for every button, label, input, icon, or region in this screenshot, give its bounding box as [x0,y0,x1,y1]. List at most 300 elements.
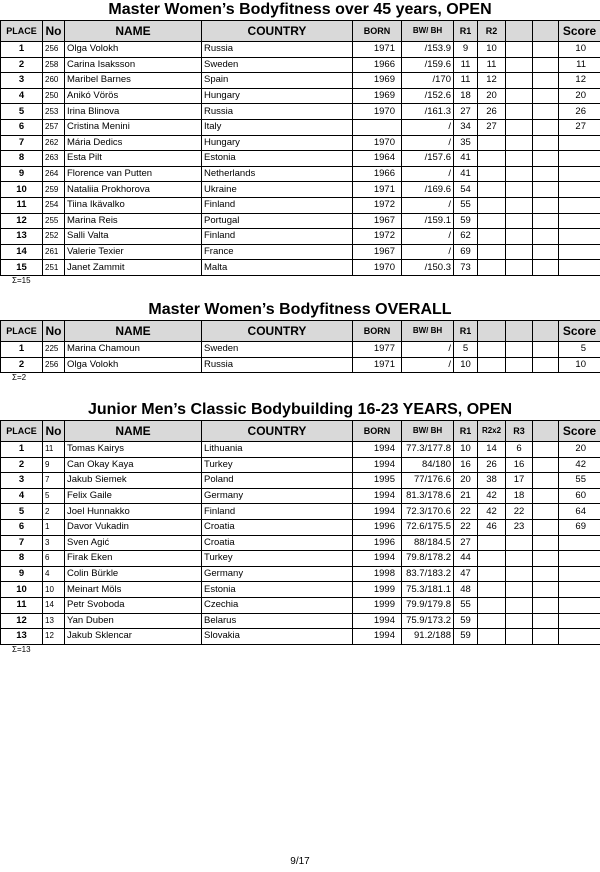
col-empty [506,21,533,42]
cell-born: 1970 [353,104,402,120]
cell-r2x2 [478,582,506,598]
cell-name: Meinart Möls [65,582,202,598]
cell-born: 1977 [353,342,402,358]
cell-country: Poland [202,473,353,489]
cell-name: Salli Valta [65,229,202,245]
cell-r1: 47 [454,566,478,582]
cell-country: Estonia [202,151,353,167]
cell-empty [506,57,533,73]
cell-country: Estonia [202,582,353,598]
cell-country: Finland [202,197,353,213]
cell-empty [533,135,559,151]
cell-born: 1967 [353,244,402,260]
cell-name: Tiina Ikävalko [65,197,202,213]
table-row [1,119,600,135]
cell-place: 7 [1,135,43,151]
cell-born: 1970 [353,260,402,276]
cell-empty [533,357,559,373]
cell-country: Finland [202,504,353,520]
col-bw: BW/ BH [402,421,454,442]
participant-count: Σ=2 [12,373,27,383]
cell-place: 2 [1,57,43,73]
cell-country: Ukraine [202,182,353,198]
cell-r3 [506,535,533,551]
cell-score [559,197,600,213]
cell-no: 9 [43,457,65,473]
table-row [1,457,600,473]
cell-name: Mária Dedics [65,135,202,151]
cell-no: 262 [43,135,65,151]
col-country: COUNTRY [202,21,353,42]
cell-name: Jakub Sklencar [65,629,202,645]
cell-empty [533,42,559,58]
cell-empty [478,342,506,358]
table-row [1,342,600,358]
participant-count: Σ=13 [12,644,31,654]
cell-bw: 72.6/175.5 [402,519,454,535]
cell-born: 1999 [353,582,402,598]
cell-country: Russia [202,104,353,120]
col-r1: R1 [454,21,478,42]
cell-bw: 75.3/181.1 [402,582,454,598]
cell-place: 11 [1,597,43,613]
cell-place: 8 [1,551,43,567]
col-r2: R2 [478,21,506,42]
section-title: Master Women’s Bodyfitness OVERALL [148,301,452,318]
cell-score: 10 [559,42,600,58]
cell-score [559,582,600,598]
cell-name: Irina Blinova [65,104,202,120]
cell-r2 [478,197,506,213]
cell-name: Marina Reis [65,213,202,229]
col-bw: BW/ BH [402,21,454,42]
cell-empty [533,104,559,120]
cell-born: 1971 [353,42,402,58]
table-row [1,57,600,73]
col-no: No [43,421,65,442]
section-junior-men-classic [0,400,600,655]
cell-bw: / [402,229,454,245]
cell-bw: 77/176.6 [402,473,454,489]
cell-r1: 44 [454,551,478,567]
cell-r2x2: 46 [478,519,506,535]
table-row [1,229,600,245]
cell-r2x2 [478,597,506,613]
cell-no: 5 [43,488,65,504]
cell-r2 [478,229,506,245]
cell-born: 1995 [353,473,402,489]
cell-country: Croatia [202,519,353,535]
cell-score: 20 [559,88,600,104]
cell-country: Russia [202,357,353,373]
cell-place: 3 [1,473,43,489]
cell-born: 1971 [353,182,402,198]
cell-place: 5 [1,104,43,120]
cell-score [559,260,600,276]
cell-place: 7 [1,535,43,551]
cell-place: 10 [1,582,43,598]
cell-empty [533,151,559,167]
cell-place: 5 [1,504,43,520]
cell-empty [506,166,533,182]
cell-r3: 6 [506,442,533,458]
cell-born: 1966 [353,166,402,182]
table-row [1,519,600,535]
cell-name: Florence van Putten [65,166,202,182]
table-row [1,197,600,213]
cell-bw: 88/184.5 [402,535,454,551]
cell-bw: 79.8/178.2 [402,551,454,567]
cell-r2x2: 38 [478,473,506,489]
cell-empty [506,135,533,151]
cell-country: Germany [202,566,353,582]
cell-bw: /169.6 [402,182,454,198]
col-no: No [43,321,65,342]
cell-bw: / [402,357,454,373]
cell-r3: 23 [506,519,533,535]
cell-name: Colin Bürkle [65,566,202,582]
cell-empty [533,457,559,473]
cell-bw: / [402,197,454,213]
cell-r1: 11 [454,57,478,73]
cell-name: Carina Isaksson [65,57,202,73]
col-country: COUNTRY [202,321,353,342]
cell-score: 26 [559,104,600,120]
cell-place: 13 [1,629,43,645]
cell-empty [533,73,559,89]
cell-born [353,119,402,135]
cell-r2x2: 42 [478,504,506,520]
cell-place: 4 [1,488,43,504]
table-row [1,582,600,598]
cell-r2x2: 26 [478,457,506,473]
cell-place: 6 [1,119,43,135]
cell-name: Anikó Vörös [65,88,202,104]
cell-empty [533,582,559,598]
cell-empty [506,104,533,120]
cell-country: Lithuania [202,442,353,458]
cell-place: 9 [1,566,43,582]
table-row [1,166,600,182]
cell-born: 1994 [353,551,402,567]
cell-place: 10 [1,182,43,198]
cell-place: 13 [1,229,43,245]
col-r1: R1 [454,321,478,342]
cell-no: 7 [43,473,65,489]
cell-bw: 75.9/173.2 [402,613,454,629]
cell-score [559,566,600,582]
cell-score: 55 [559,473,600,489]
cell-country: Malta [202,260,353,276]
cell-born: 1994 [353,457,402,473]
cell-country: Turkey [202,551,353,567]
cell-r3: 22 [506,504,533,520]
cell-no: 2 [43,504,65,520]
cell-r2: 11 [478,57,506,73]
cell-bw: / [402,244,454,260]
cell-country: Slovakia [202,629,353,645]
cell-country: Sweden [202,342,353,358]
col-born: BORN [353,421,402,442]
cell-score [559,182,600,198]
cell-born: 1996 [353,535,402,551]
cell-r1: 62 [454,229,478,245]
cell-empty [506,88,533,104]
cell-name: Yan Duben [65,613,202,629]
cell-empty [533,244,559,260]
cell-bw: /152.6 [402,88,454,104]
table-row [1,613,600,629]
cell-r2 [478,260,506,276]
cell-name: Maribel Barnes [65,73,202,89]
table-row [1,73,600,89]
cell-no: 4 [43,566,65,582]
cell-r3 [506,566,533,582]
cell-r1: 9 [454,42,478,58]
section-master-women-overall [0,300,600,383]
table-header-row [1,21,600,42]
cell-name: Valerie Texier [65,244,202,260]
cell-no: 261 [43,244,65,260]
table-row [1,597,600,613]
cell-place: 12 [1,213,43,229]
cell-r1: 69 [454,244,478,260]
cell-empty [506,260,533,276]
cell-place: 11 [1,197,43,213]
cell-no: 3 [43,535,65,551]
cell-born: 1964 [353,151,402,167]
cell-r2x2 [478,629,506,645]
table-row [1,629,600,645]
cell-r3: 16 [506,457,533,473]
cell-bw: / [402,119,454,135]
cell-r2: 12 [478,73,506,89]
cell-r2: 26 [478,104,506,120]
cell-place: 6 [1,519,43,535]
cell-no: 258 [43,57,65,73]
participant-count: Σ=15 [12,275,31,285]
cell-score: 11 [559,57,600,73]
cell-r2 [478,244,506,260]
table-row [1,488,600,504]
cell-born: 1970 [353,135,402,151]
cell-empty [506,182,533,198]
cell-born: 1969 [353,73,402,89]
cell-no: 263 [43,151,65,167]
table-row [1,504,600,520]
section-title: Junior Men’s Classic Bodybuilding 16-23 YEARS, OPEN [87,401,513,418]
cell-score [559,597,600,613]
cell-empty [533,535,559,551]
col-country: COUNTRY [202,421,353,442]
table-row [1,442,600,458]
cell-bw: 79.9/179.8 [402,597,454,613]
cell-no: 12 [43,629,65,645]
cell-r3 [506,551,533,567]
cell-r3 [506,629,533,645]
cell-r3 [506,613,533,629]
cell-score: 5 [559,342,600,358]
cell-name: Nataliia Prokhorova [65,182,202,198]
cell-bw: /170 [402,73,454,89]
cell-no: 11 [43,442,65,458]
cell-no: 10 [43,582,65,598]
col-no: No [43,21,65,42]
cell-bw: /153.9 [402,42,454,58]
cell-born: 1994 [353,504,402,520]
cell-r1: 27 [454,104,478,120]
cell-born: 1972 [353,229,402,245]
cell-no: 256 [43,42,65,58]
cell-bw: 72.3/170.6 [402,504,454,520]
cell-r2x2 [478,613,506,629]
cell-born: 1998 [353,566,402,582]
cell-country: Germany [202,488,353,504]
table-header-row [1,421,600,442]
cell-name: Felix Gaile [65,488,202,504]
cell-r1: 35 [454,135,478,151]
cell-r2x2: 42 [478,488,506,504]
cell-bw: / [402,166,454,182]
cell-r3 [506,597,533,613]
cell-score [559,535,600,551]
cell-name: Joel Hunnakko [65,504,202,520]
table-row [1,535,600,551]
cell-place: 9 [1,166,43,182]
cell-country: Netherlands [202,166,353,182]
section-master-women-45 [0,0,600,286]
col-empty [506,321,533,342]
cell-empty [533,197,559,213]
cell-born: 1969 [353,88,402,104]
cell-empty [533,166,559,182]
cell-country: Sweden [202,57,353,73]
table-row [1,42,600,58]
cell-no: 225 [43,342,65,358]
cell-name: Firak Eken [65,551,202,567]
cell-r1: 22 [454,504,478,520]
table-row [1,88,600,104]
cell-r1: 41 [454,166,478,182]
cell-empty [506,73,533,89]
cell-bw: /159.1 [402,213,454,229]
table-row [1,260,600,276]
cell-name: Janet Zammit [65,260,202,276]
col-score: Score [559,21,600,42]
col-score: Score [559,321,600,342]
col-r3: R3 [506,421,533,442]
cell-empty [533,504,559,520]
cell-r1: 10 [454,357,478,373]
cell-r1: 41 [454,151,478,167]
page-number: 9/17 [290,856,310,867]
col-place: PLACE [1,321,43,342]
col-name: NAME [65,21,202,42]
cell-place: 15 [1,260,43,276]
cell-name: Tomas Kairys [65,442,202,458]
cell-r3 [506,582,533,598]
cell-r2 [478,135,506,151]
cell-country: Russia [202,42,353,58]
cell-empty [506,119,533,135]
results-table [0,420,600,645]
cell-r1: 59 [454,213,478,229]
cell-country: Portugal [202,213,353,229]
cell-name: Davor Vukadin [65,519,202,535]
cell-r1: 22 [454,519,478,535]
cell-score [559,213,600,229]
cell-place: 8 [1,151,43,167]
cell-r2x2 [478,535,506,551]
cell-r1: 34 [454,119,478,135]
cell-r1: 55 [454,197,478,213]
cell-r1: 20 [454,473,478,489]
cell-born: 1994 [353,613,402,629]
cell-no: 259 [43,182,65,198]
cell-place: 1 [1,342,43,358]
cell-score: 64 [559,504,600,520]
cell-score [559,551,600,567]
cell-name: Esta Pilt [65,151,202,167]
cell-r2x2 [478,566,506,582]
cell-bw: / [402,342,454,358]
cell-no: 255 [43,213,65,229]
cell-place: 1 [1,42,43,58]
cell-empty [506,357,533,373]
cell-empty [533,57,559,73]
cell-born: 1972 [353,197,402,213]
cell-no: 1 [43,519,65,535]
cell-name: Marina Chamoun [65,342,202,358]
cell-empty [506,197,533,213]
col-empty [533,421,559,442]
col-empty [478,321,506,342]
cell-no: 251 [43,260,65,276]
cell-empty [478,357,506,373]
cell-r1: 5 [454,342,478,358]
cell-r2: 27 [478,119,506,135]
cell-r2 [478,182,506,198]
table-row [1,551,600,567]
table-row [1,357,600,373]
cell-name: Can Okay Kaya [65,457,202,473]
cell-empty [533,473,559,489]
cell-score: 60 [559,488,600,504]
results-table [0,320,600,373]
cell-score [559,244,600,260]
cell-r1: 21 [454,488,478,504]
cell-r1: 59 [454,613,478,629]
cell-score [559,135,600,151]
col-r2x2: R2x2 [478,421,506,442]
cell-empty [506,229,533,245]
cell-bw: 84/180 [402,457,454,473]
col-score: Score [559,421,600,442]
cell-score: 27 [559,119,600,135]
cell-r1: 11 [454,73,478,89]
cell-country: Italy [202,119,353,135]
col-place: PLACE [1,21,43,42]
col-empty [533,21,559,42]
cell-no: 14 [43,597,65,613]
table-row [1,135,600,151]
cell-country: France [202,244,353,260]
cell-r3: 17 [506,473,533,489]
cell-r2 [478,151,506,167]
cell-no: 253 [43,104,65,120]
cell-r2 [478,166,506,182]
cell-name: Olga Volokh [65,357,202,373]
